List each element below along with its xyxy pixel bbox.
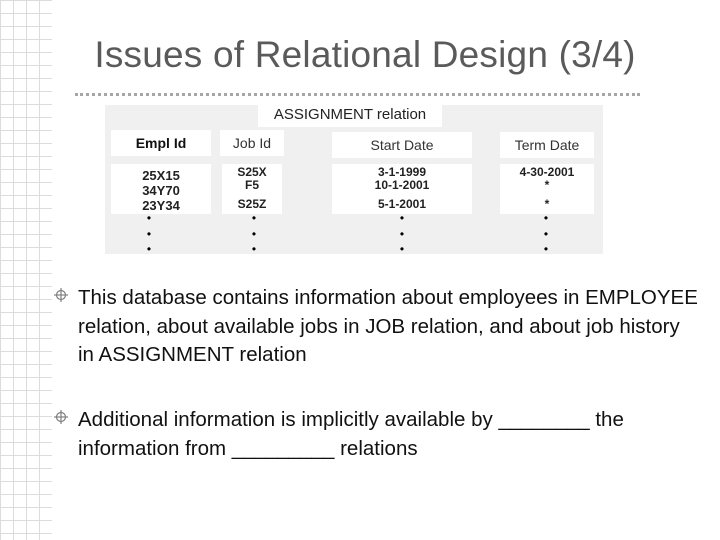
table-cell: 23Y34 (142, 198, 180, 213)
table-cell: 4-30-2001 (519, 165, 575, 179)
table-cell: F5 (244, 178, 259, 192)
background-grid-pattern (0, 0, 52, 540)
table-cell: 34Y70 (142, 183, 180, 198)
table-cell: * (544, 197, 550, 211)
table-cell: 3-1-1999 (377, 165, 427, 179)
continuation-dots: • • • (146, 211, 152, 256)
start-date-cell (332, 164, 472, 214)
continuation-dots: • • • (543, 211, 549, 256)
column-header-empl-id: Empl Id (111, 130, 211, 156)
term-date-cell (500, 164, 594, 214)
job-id-cell (222, 164, 282, 214)
empl-id-cell (111, 164, 211, 214)
table-cell: S25X (237, 165, 267, 179)
table-caption: ASSIGNMENT relation (258, 103, 442, 127)
table-cell: * (544, 178, 550, 192)
column-header-job-id: Job Id (220, 130, 284, 156)
continuation-dots: • • • (251, 211, 257, 256)
table-cell: 25X15 (142, 168, 180, 183)
table-cell: 10-1-2001 (374, 178, 430, 192)
bullet-text: Additional information is implicitly available by ________ the information from _________ relations (78, 408, 624, 460)
crosshair-bullet-icon (54, 410, 68, 424)
title-divider (75, 93, 640, 96)
bullet-text: This database contains information about employees in EMPLOYEE relation, about available jobs in JOB relation, and about job history in ASSIGNMENT relation (78, 286, 698, 366)
crosshair-bullet-icon (54, 288, 68, 302)
column-header-start-date: Start Date (332, 132, 472, 158)
table-cell: 5-1-2001 (377, 197, 427, 211)
column-header-term-date: Term Date (500, 132, 594, 158)
table-cell: S25Z (237, 197, 267, 211)
continuation-dots: • • • (399, 211, 405, 256)
slide-title: Issues of Relational Design (3/4) (94, 34, 636, 75)
